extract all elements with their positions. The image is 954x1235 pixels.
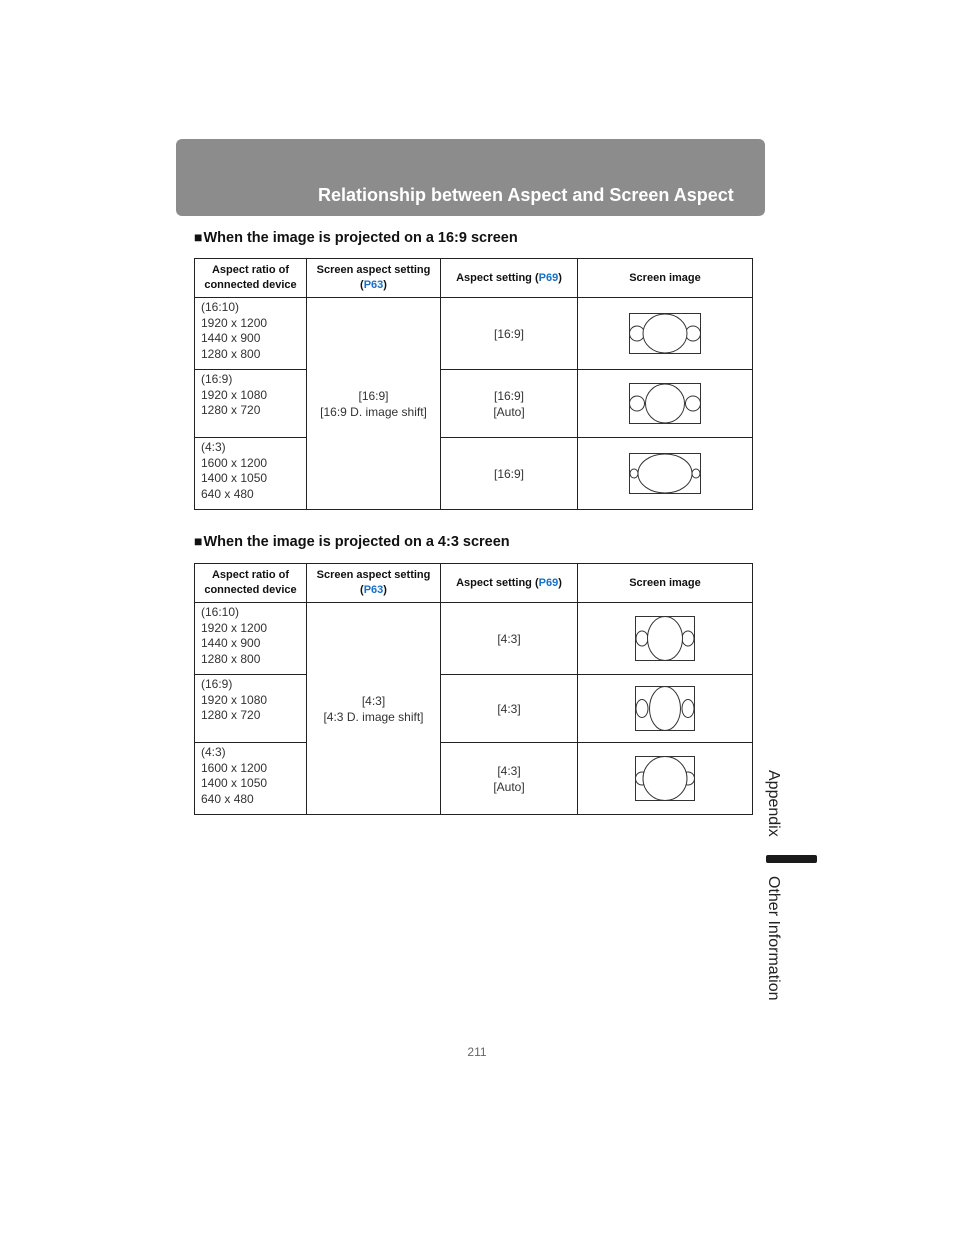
header-aspect-setting: Aspect setting (P69): [441, 259, 578, 298]
table-row: [195, 298, 753, 370]
square-bullet-icon: ■: [194, 533, 203, 549]
screen-aspect-setting-cell: [16:9] [16:9 D. image shift]: [307, 298, 441, 510]
page-number: 211: [467, 1045, 487, 1059]
aspect-setting-cell: [4:3]: [441, 603, 578, 675]
side-tab-appendix[interactable]: Appendix: [765, 770, 782, 837]
standard-screen-16-10-squeezed-image: [635, 616, 695, 661]
table-row: [195, 438, 753, 510]
table-row: [195, 370, 753, 438]
header-aspect-ratio: Aspect ratio of connected device: [195, 259, 307, 298]
header-aspect-ratio: Aspect ratio of connected device: [195, 564, 307, 603]
aspect-setting-cell: [16:9]: [441, 298, 578, 370]
screen-image-cell: [578, 743, 753, 815]
table-row: [195, 675, 753, 743]
table-row: [195, 603, 753, 675]
side-tab-other-information[interactable]: Other Information: [765, 876, 782, 1001]
header-aspect-setting: Aspect setting (P69): [441, 564, 578, 603]
header-screen-aspect-setting: Screen aspect setting (P63): [307, 259, 441, 298]
square-bullet-icon: ■: [194, 229, 203, 245]
aspect-table-16-9: [194, 258, 753, 510]
header-screen-image: Screen image: [578, 564, 753, 603]
page-link-p69[interactable]: P69: [538, 576, 559, 589]
screen-image-cell: [578, 603, 753, 675]
aspect-setting-cell: [16:9]: [441, 438, 578, 510]
screen-aspect-setting-cell: [4:3] [4:3 D. image shift]: [307, 603, 441, 815]
device-resolutions: (16:9) 1920 x 1080 1280 x 720: [195, 370, 307, 438]
standard-screen-4-3-image: [635, 756, 695, 801]
aspect-table-4-3: [194, 563, 753, 815]
device-resolutions: (4:3) 1600 x 1200 1400 x 1050 640 x 480: [195, 438, 307, 510]
screen-image-cell: [578, 298, 753, 370]
table-row: [195, 743, 753, 815]
side-tab-marker: [766, 855, 817, 863]
screen-image-cell: [578, 370, 753, 438]
chapter-banner: [176, 139, 765, 216]
device-resolutions: (16:10) 1920 x 1200 1440 x 900 1280 x 800: [195, 603, 307, 675]
page-link-p63[interactable]: P63: [363, 584, 384, 596]
device-resolutions: (16:9) 1920 x 1080 1280 x 720: [195, 675, 307, 743]
aspect-setting-cell: [4:3]: [441, 675, 578, 743]
aspect-setting-cell: [16:9] [Auto]: [441, 370, 578, 438]
wide-screen-16-10-image: [629, 313, 701, 354]
section-heading-4-3: [194, 533, 510, 550]
header-screen-aspect-setting: Screen aspect setting (P63): [307, 564, 441, 603]
table-header-row: [195, 259, 753, 298]
screen-image-cell: [578, 675, 753, 743]
section-heading-text: When the image is projected on a 16:9 screen: [203, 230, 518, 246]
table-header-row: [195, 564, 753, 603]
header-screen-image: Screen image: [578, 259, 753, 298]
section-heading-text: When the image is projected on a 4:3 screen: [203, 534, 510, 550]
device-resolutions: (16:10) 1920 x 1200 1440 x 900 1280 x 800: [195, 298, 307, 370]
page-link-p69[interactable]: P69: [538, 271, 559, 284]
section-heading-16-9: [194, 229, 518, 246]
aspect-setting-cell: [4:3] [Auto]: [441, 743, 578, 815]
screen-image-cell: [578, 438, 753, 510]
wide-screen-4-3-stretched-image: [629, 453, 701, 494]
page-title: Relationship between Aspect and Screen Aspect: [318, 185, 734, 205]
standard-screen-16-9-squeezed-image: [635, 686, 695, 731]
page-link-p63[interactable]: P63: [363, 279, 384, 291]
device-resolutions: (4:3) 1600 x 1200 1400 x 1050 640 x 480: [195, 743, 307, 815]
wide-screen-16-9-image: [629, 383, 701, 424]
